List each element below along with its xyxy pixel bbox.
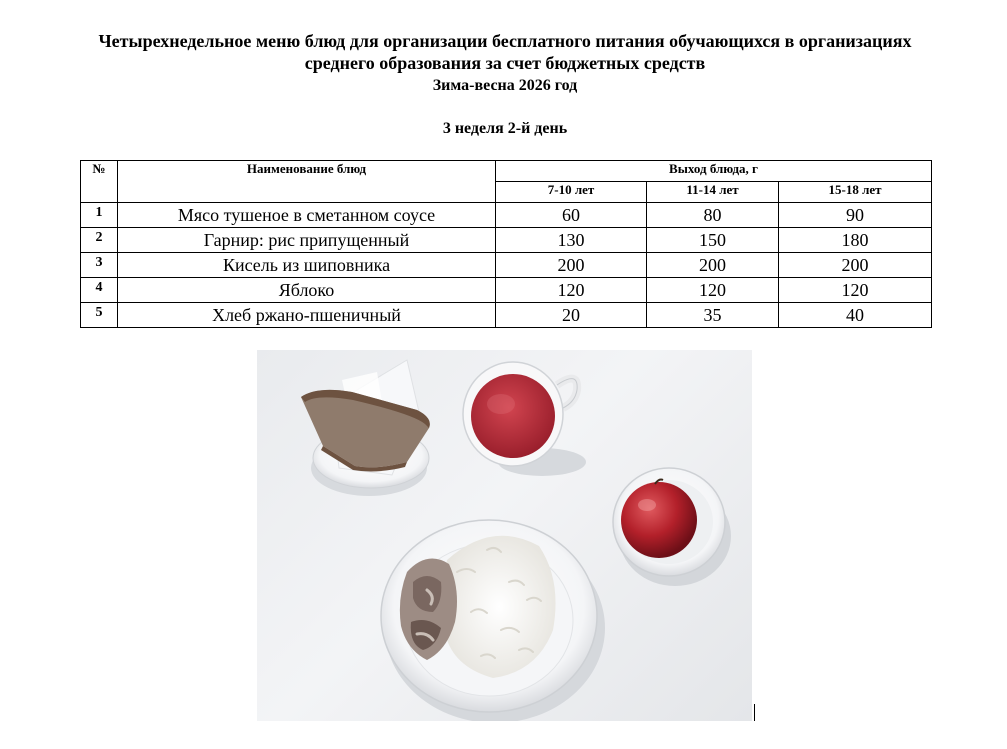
dish-name: Хлеб ржано-пшеничный: [118, 303, 496, 328]
row-number: 3: [81, 253, 118, 278]
yield-7-10: 130: [496, 228, 647, 253]
dish-name: Мясо тушеное в сметанном соусе: [118, 203, 496, 228]
menu-table: [80, 160, 932, 328]
apple-bowl: [613, 468, 731, 586]
menu-title-line-1: Четырехнедельное меню блюд для организации бесплатного питания обучающихся в организациях: [98, 31, 912, 51]
row-number: 2: [81, 228, 118, 253]
yield-11-14: 200: [647, 253, 779, 278]
row-number: 4: [81, 278, 118, 303]
yield-7-10: 60: [496, 203, 647, 228]
yield-11-14: 150: [647, 228, 779, 253]
column-header-yield: Выход блюда, г: [496, 161, 932, 182]
table-row: [81, 253, 932, 278]
dish-name: Кисель из шиповника: [118, 253, 496, 278]
yield-15-18: 40: [779, 303, 932, 328]
yield-15-18: 120: [779, 278, 932, 303]
yield-11-14: 80: [647, 203, 779, 228]
row-number: 5: [81, 303, 118, 328]
dish-name: Гарнир: рис припущенный: [118, 228, 496, 253]
kissel-cup: [463, 362, 586, 476]
table-row: [81, 203, 932, 228]
text-cursor: [754, 704, 755, 721]
yield-7-10: 20: [496, 303, 647, 328]
table-row: [81, 228, 932, 253]
row-number: 1: [81, 203, 118, 228]
yield-15-18: 180: [779, 228, 932, 253]
table-row: [81, 278, 932, 303]
table-row: [81, 303, 932, 328]
column-header-age-11-14: 11-14 лет: [647, 182, 779, 203]
yield-15-18: 90: [779, 203, 932, 228]
yield-11-14: 120: [647, 278, 779, 303]
column-header-number: №: [81, 161, 118, 203]
week-day-label: 3 неделя 2-й день: [442, 120, 568, 137]
dish-name: Яблоко: [118, 278, 496, 303]
table-header-row: [81, 161, 932, 182]
yield-7-10: 120: [496, 278, 647, 303]
column-header-age-15-18: 15-18 лет: [779, 182, 932, 203]
menu-title-line-2: среднего образования за счет бюджетных средств: [304, 53, 706, 73]
season-label: Зима-весна 2026 год: [432, 77, 578, 94]
yield-15-18: 200: [779, 253, 932, 278]
meal-photo: [257, 350, 752, 721]
column-header-dish-name: Наименование блюд: [118, 161, 496, 203]
column-header-age-7-10: 7-10 лет: [496, 182, 647, 203]
yield-7-10: 200: [496, 253, 647, 278]
yield-11-14: 35: [647, 303, 779, 328]
